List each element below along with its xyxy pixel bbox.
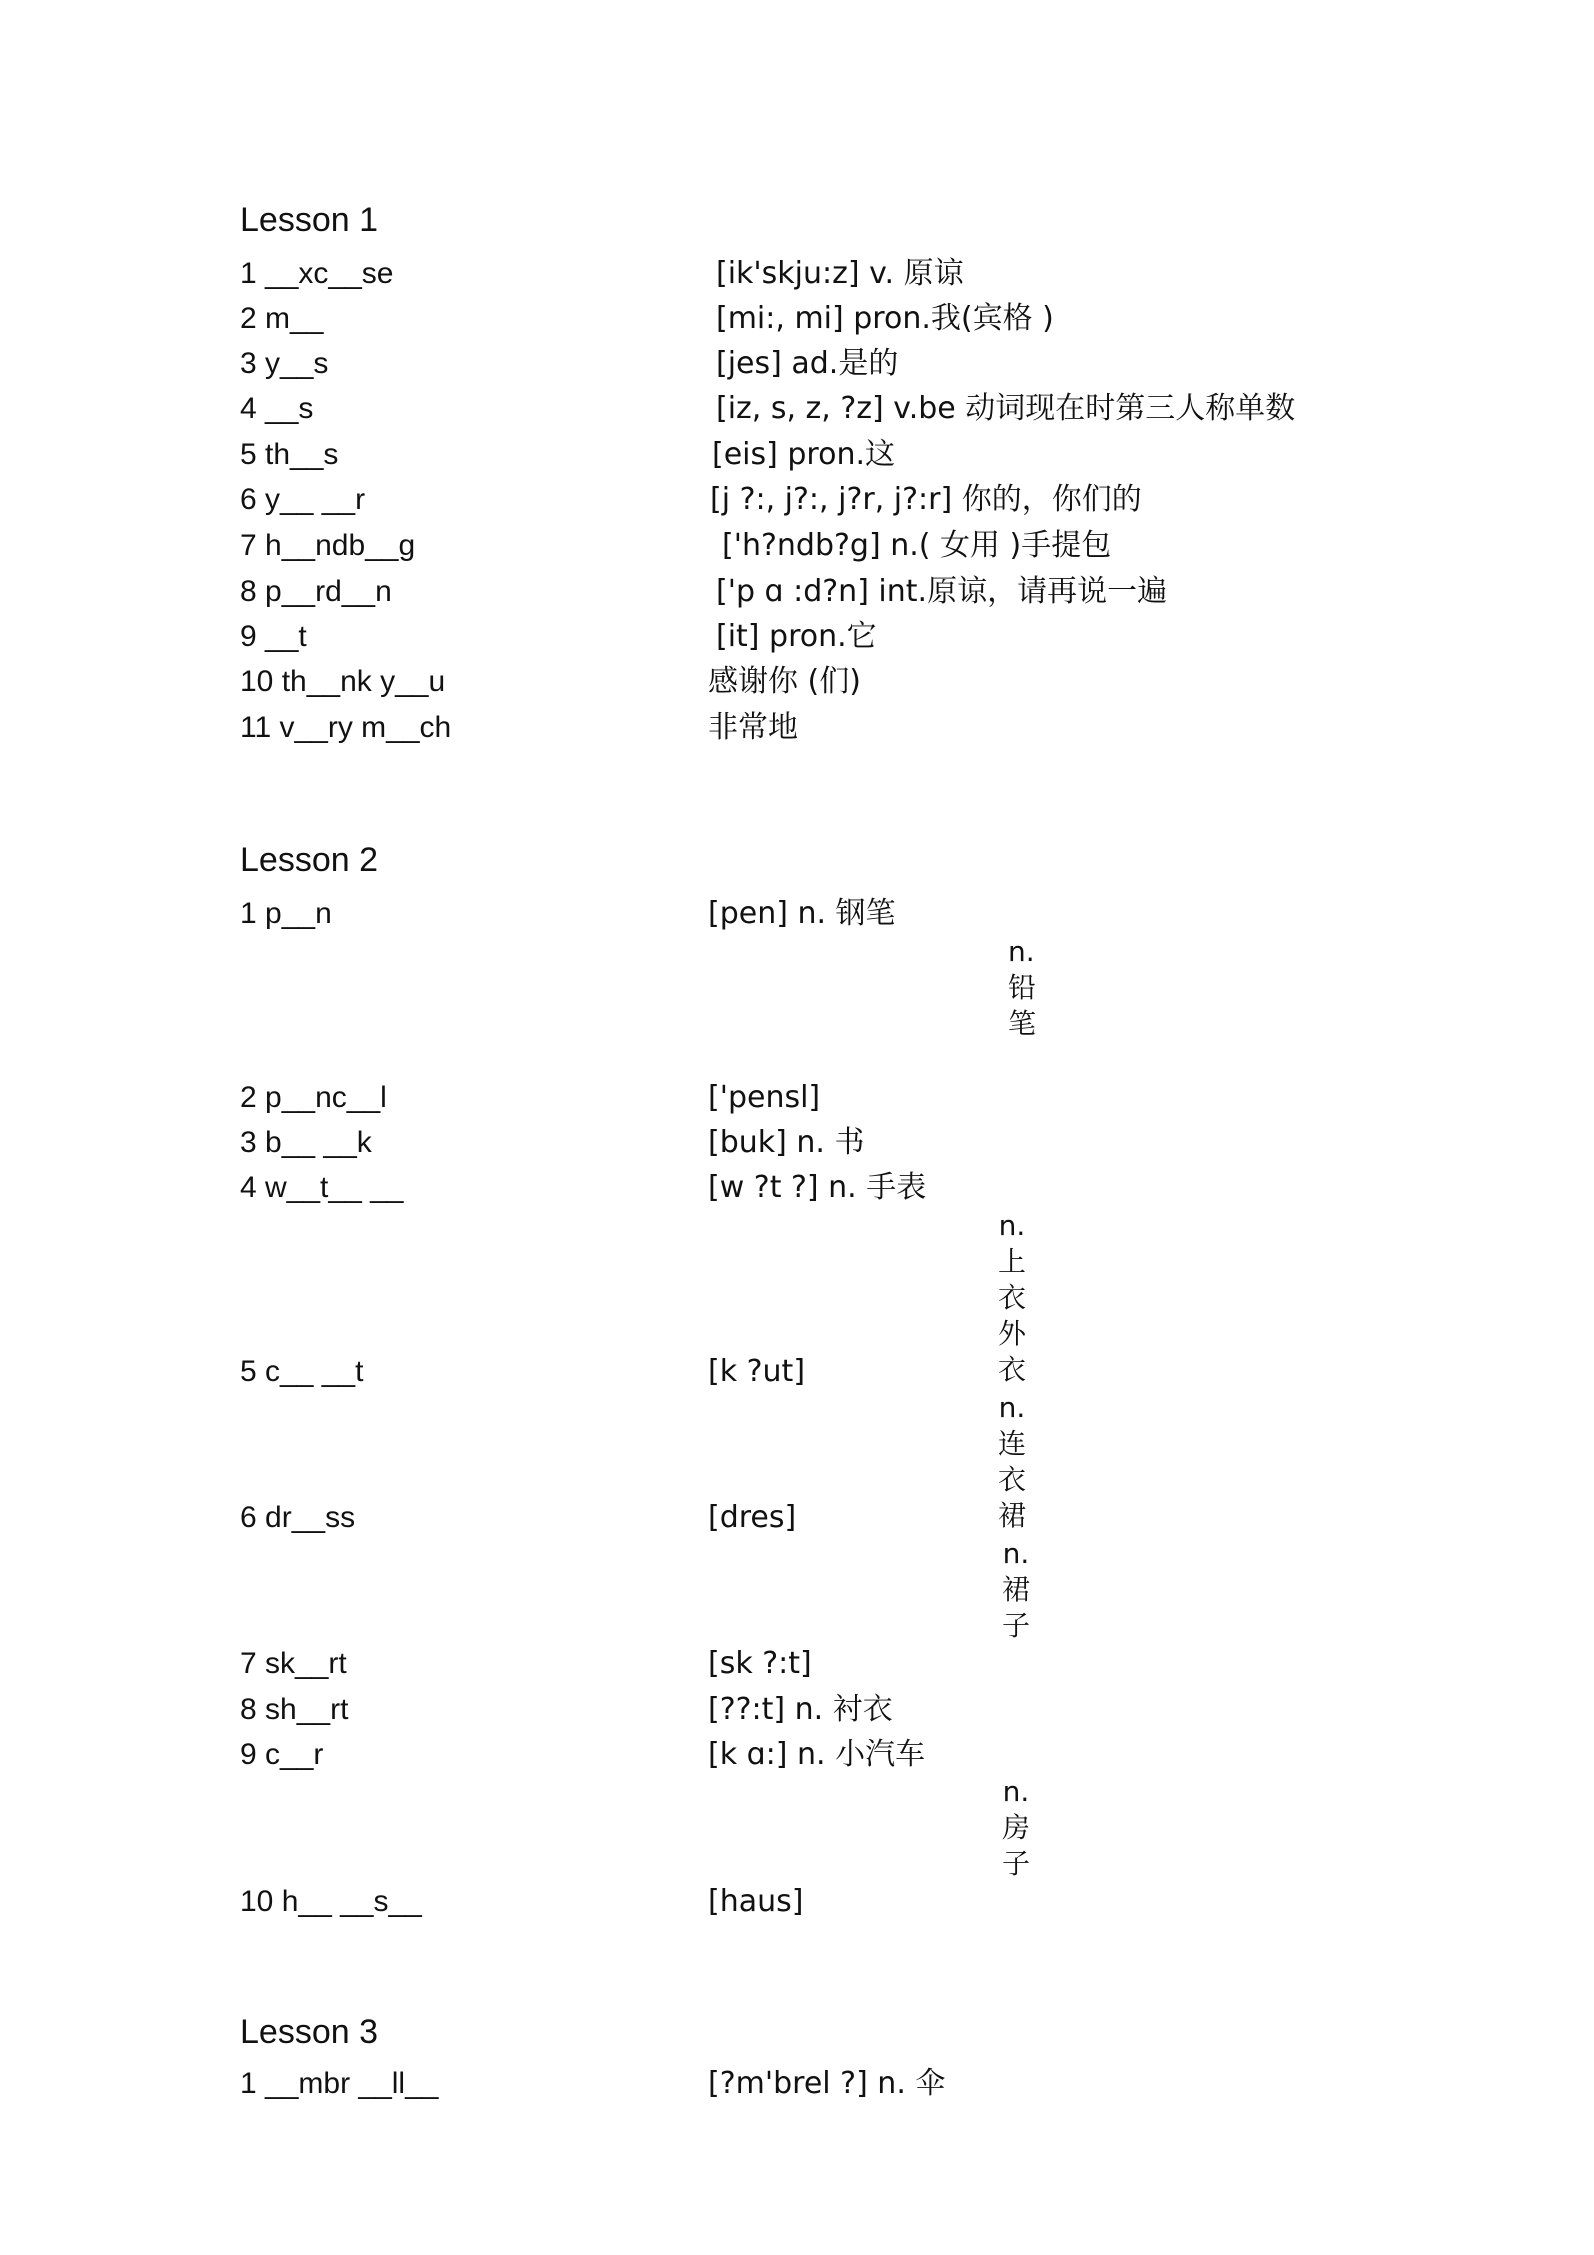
vocab-row — [0, 2064, 1594, 2108]
vocab-word: 9 __t — [240, 620, 307, 653]
vocab-word: 10 h__ __s__ — [240, 1885, 422, 1918]
vocab-definition: 感谢你 (们) — [708, 664, 861, 699]
vocab-definition: [k ɑ:] n. 小汽车 — [708, 1737, 926, 1772]
vocab-row — [0, 708, 1594, 752]
vocab-row — [0, 299, 1594, 343]
vocab-definition: [buk] n. 书 — [708, 1125, 865, 1160]
lesson-2-heading: Lesson 2 — [240, 841, 378, 879]
vocab-word: 6 y__ __r — [240, 483, 366, 516]
lesson-3-heading: Lesson 3 — [240, 2013, 378, 2051]
vocab-definition: [mi:, mi] pron.我(宾格 ) — [716, 301, 1054, 336]
vocab-definition: [?m'brel ?] n. 伞 — [708, 2066, 946, 2101]
vocab-word: 6 dr__ss — [240, 1501, 356, 1534]
vocab-row — [0, 1123, 1594, 1167]
vocab-row — [0, 435, 1594, 479]
vocab-row — [0, 617, 1594, 661]
vocab-definition: [k ?ut] — [708, 1354, 806, 1389]
vocab-word: 3 y__s — [240, 347, 329, 380]
vocab-definition: ['pensl] — [708, 1080, 821, 1115]
vocab-definition: [it] pron.它 — [716, 619, 877, 654]
vocab-row — [0, 389, 1594, 433]
vocab-row — [0, 572, 1594, 616]
vocab-definition: [iz, s, z, ?z] v.be 动词现在时第三人称单数 — [716, 391, 1296, 426]
vocab-word: 4 w__t__ __ — [240, 1171, 404, 1204]
vocab-word: 8 p__rd__n — [240, 575, 392, 608]
vocab-definition: ['p ɑ :d?n] int.原谅，请再说一遍 — [716, 574, 1168, 609]
vocab-definition: [sk ?:t] — [708, 1646, 812, 1681]
vocab-word: 8 sh__rt — [240, 1693, 349, 1726]
vocab-word: 1 __xc__se — [240, 257, 394, 290]
vocab-word: 7 h__ndb__g — [240, 529, 416, 562]
vocab-definition: [??:t] n. 衬衣 — [708, 1692, 893, 1727]
vocab-word: 10 th__nk y__u — [240, 665, 446, 698]
vocab-word: 7 sk__rt — [240, 1647, 347, 1680]
vocab-row — [0, 480, 1594, 524]
vocab-definition: [eis] pron.这 — [712, 437, 895, 472]
wrapped-definition-fragment: n.裙子 — [1001, 1537, 1030, 1642]
vocab-word: 5 th__s — [240, 438, 339, 471]
vocab-word: 4 __s — [240, 392, 314, 425]
vocab-row — [0, 1690, 1594, 1734]
lesson-1-heading: Lesson 1 — [240, 201, 378, 239]
vocab-definition: [dres] — [708, 1500, 797, 1535]
vocab-definition: ['h?ndb?g] n.( 女用 )手提包 — [722, 528, 1112, 563]
vocab-row — [0, 662, 1594, 706]
vocab-word: 1 p__n — [240, 897, 332, 930]
vocab-word: 3 b__ __k — [240, 1126, 372, 1159]
wrapped-definition-fragment: n.上衣外衣 — [997, 1209, 1026, 1386]
vocab-definition: [j ?:, j?:, j?r, j?:r] 你的，你们的 — [710, 482, 1142, 517]
wrapped-definition-fragment: n.铅笔 — [1008, 935, 1037, 1040]
vocab-word: 5 c__ __t — [240, 1355, 364, 1388]
vocab-row — [0, 1498, 1594, 1542]
vocab-row — [0, 526, 1594, 570]
vocab-definition: [jes] ad.是的 — [716, 346, 899, 381]
vocab-word: 1 __mbr __ll__ — [240, 2067, 439, 2100]
vocab-row — [0, 1735, 1594, 1779]
wrapped-definition-fragment: n.连衣裙 — [997, 1391, 1026, 1532]
vocab-row — [0, 894, 1594, 938]
vocab-word: 2 m__ — [240, 302, 324, 335]
wrapped-definition-fragment: n.房子 — [1001, 1775, 1030, 1880]
vocab-row — [0, 1644, 1594, 1688]
vocab-row — [0, 1168, 1594, 1212]
vocab-row — [0, 1352, 1594, 1396]
vocab-word: 9 c__r — [240, 1738, 324, 1771]
vocab-row — [0, 344, 1594, 388]
vocab-word: 2 p__nc__l — [240, 1081, 387, 1114]
vocab-definition: [w ?t ?] n. 手表 — [708, 1170, 927, 1205]
vocab-definition: [haus] — [708, 1884, 804, 1919]
vocab-definition: 非常地 — [708, 710, 798, 745]
vocab-definition: [pen] n. 钢笔 — [708, 896, 896, 931]
vocab-row — [0, 1882, 1594, 1926]
vocab-word: 11 v__ry m__ch — [240, 711, 452, 744]
vocab-definition: [ik'skju:z] v. 原谅 — [716, 256, 964, 291]
vocab-row — [0, 254, 1594, 298]
vocab-row — [0, 1078, 1594, 1122]
